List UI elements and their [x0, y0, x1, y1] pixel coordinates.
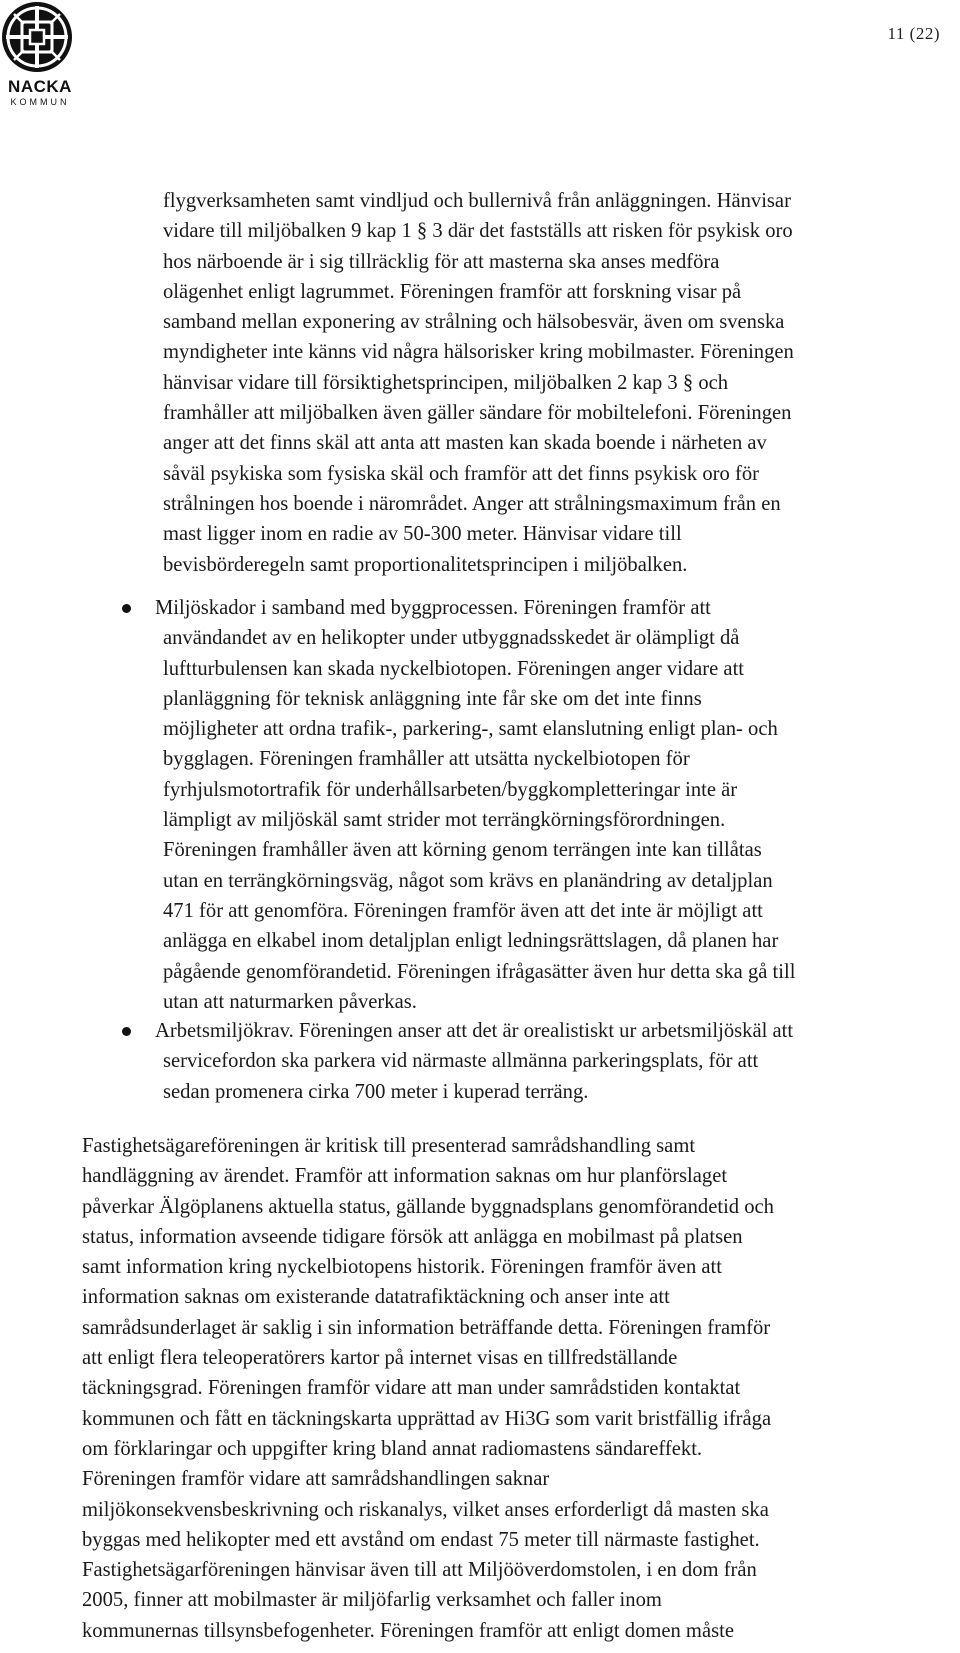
bullet-point-icon — [122, 604, 131, 613]
text-line: bygglagen. Föreningen framhåller att utsätta nyckelbiotopen för — [163, 748, 690, 771]
text-line: flygverksamheten samt vindljud och bullernivå från anläggningen. Hänvisar — [163, 190, 791, 212]
text-line: handläggning av ärendet. Framför att information saknas om hur planförslaget — [82, 1165, 728, 1188]
fastighetsagareforeningen-paragraph — [82, 1131, 774, 1646]
text-line: sedan promenera cirka 700 meter i kuperad terräng. — [163, 1080, 589, 1103]
text-line: Fastighetsägareföreningen är kritisk till presenterad samrådshandling samt — [82, 1135, 696, 1157]
text-line: hos närboende är i sig tillräcklig för att masterna ska anses medföra — [163, 250, 720, 273]
text-line: Fastighetsägarföreningen hänvisar även till att Miljööverdomstolen, i en dom från — [82, 1559, 757, 1582]
text-line: utan att naturmarken påverkas. — [163, 990, 417, 1013]
text-line: kommunen och fått en täckningskarta upprättad av Hi3G som varit bristfällig ifråga — [82, 1407, 772, 1430]
text-line: strålningen hos boende i närområdet. Anger att strålningsmaximum från en — [163, 492, 781, 515]
text-line: luftturbulensen kan skada nyckelbiotopen. Föreningen anger vidare att — [163, 657, 745, 680]
text-line: samt information kring nyckelbiotopens historik. Föreningen framför även att — [82, 1256, 722, 1279]
bullet-first-line: Arbetsmiljökrav. Föreningen anser att det är orealistiskt ur arbetsmiljöskäl att — [155, 1020, 794, 1042]
bullet-first-line: Miljöskador i samband med byggprocessen. Föreningen framför att — [155, 597, 711, 619]
nacka-emblem-icon — [0, 0, 80, 80]
text-line: bevisbörderegeln samt proportionalitetsprincipen i miljöbalken. — [163, 553, 688, 576]
text-line: mast ligger inom en radie av 50-300 meter. Hänvisar vidare till — [163, 523, 682, 546]
text-line: lämpligt av miljöskäl samt strider mot terrängkörningsförordningen. — [163, 809, 726, 832]
text-line: möjligheter att ordna trafik-, parkering-, samt elanslutning enligt plan- och — [163, 718, 778, 741]
page-number: 11 (22) — [887, 24, 940, 43]
text-line: miljökonsekvensbeskrivning och riskanalys, vilket anses erforderligt då masten ska — [82, 1498, 769, 1521]
text-line: status, information avseende tidigare försök att anlägga en mobilmast på platsen — [82, 1225, 743, 1248]
bullet-point-icon — [122, 1027, 131, 1036]
text-line: om förklaringar och uppgifter kring bland annat radiomastens sändareffekt. — [82, 1437, 703, 1460]
text-line: framhåller att miljöbalken även gäller sändare för mobiltelefoni. Föreningen — [163, 402, 792, 425]
text-line: pågående genomförandetid. Föreningen ifrågasätter även hur detta ska gå till — [163, 960, 796, 983]
text-line: samrådsunderlaget är saklig i sin information beträffande detta. Föreningen framför — [82, 1316, 771, 1339]
bullet-text — [163, 1046, 758, 1107]
text-line: myndigheter inte känns vid några hälsorisker kring mobilmaster. Föreningen — [163, 341, 794, 364]
text-line: samband mellan exponering av strålning och hälsobesvär, även om svenska — [163, 311, 785, 334]
text-line: information saknas om existerande datatrafiktäckning och anser inte att — [82, 1286, 670, 1309]
text-line: olägenhet enligt lagrummet. Föreningen framför att forskning visar på — [163, 280, 742, 303]
logo-subtitle: KOMMUN — [10, 97, 70, 107]
text-line: användandet av en helikopter under utbyggnadsskedet är olämpligt då — [163, 627, 740, 650]
logo-name: NACKA — [8, 77, 72, 96]
bullet-text — [163, 623, 795, 1017]
text-line: servicefordon ska parkera vid närmaste allmänna parkeringsplats, för att — [163, 1050, 759, 1073]
text-line: fyrhjulsmotortrafik för underhållsarbeten/byggkompletteringar inte är — [163, 778, 738, 801]
continuation-paragraph — [163, 186, 794, 580]
text-line: såväl psykiska som fysiska skäl och framför att det finns psykisk oro för — [163, 462, 759, 485]
text-line: täckningsgrad. Föreningen framför vidare att man under samrådstiden kontaktat — [82, 1377, 741, 1400]
text-line: kommunernas tillsynsbefogenheter. Föreningen framför att enligt domen måste — [82, 1619, 734, 1642]
text-line: vidare till miljöbalken 9 kap 1 § 3 där det fastställs att risken för psykisk oro — [163, 220, 793, 243]
text-line: utan en terrängkörningsväg, något som krävs en planändring av detaljplan — [163, 869, 773, 892]
text-line: hänvisar vidare till försiktighetsprincipen, miljöbalken 2 kap 3 § och — [163, 371, 729, 394]
text-line: 2005, finner att mobilmaster är miljöfarlig verksamhet och faller inom — [82, 1589, 662, 1612]
text-line: 471 för att genomföra. Föreningen framför även att det inte är möjligt att — [163, 899, 763, 922]
nacka-kommun-logo — [0, 0, 80, 112]
text-line: anger att det finns skäl att anta att masten kan skada boende i närheten av — [163, 432, 767, 455]
text-line: Föreningen framför vidare att samrådshandlingen saknar — [82, 1468, 550, 1491]
text-line: att enligt flera teleoperatörers kartor på internet visas en tillfredställande — [82, 1347, 678, 1370]
text-line: Föreningen framhåller även att körning genom terrängen inte kan tillåtas — [163, 839, 762, 862]
text-line: byggas med helikopter med ett avstånd om endast 75 meter till närmaste fastighet. — [82, 1528, 760, 1551]
text-line: anlägga en elkabel inom detaljplan enligt ledningsrättslagen, då planen har — [163, 930, 779, 953]
text-line: påverkar Älgöplanens aktuella status, gällande byggnadsplans genomförandetid och — [82, 1195, 774, 1218]
text-line: planläggning för teknisk anläggning inte får ske om det inte finns — [163, 687, 702, 710]
